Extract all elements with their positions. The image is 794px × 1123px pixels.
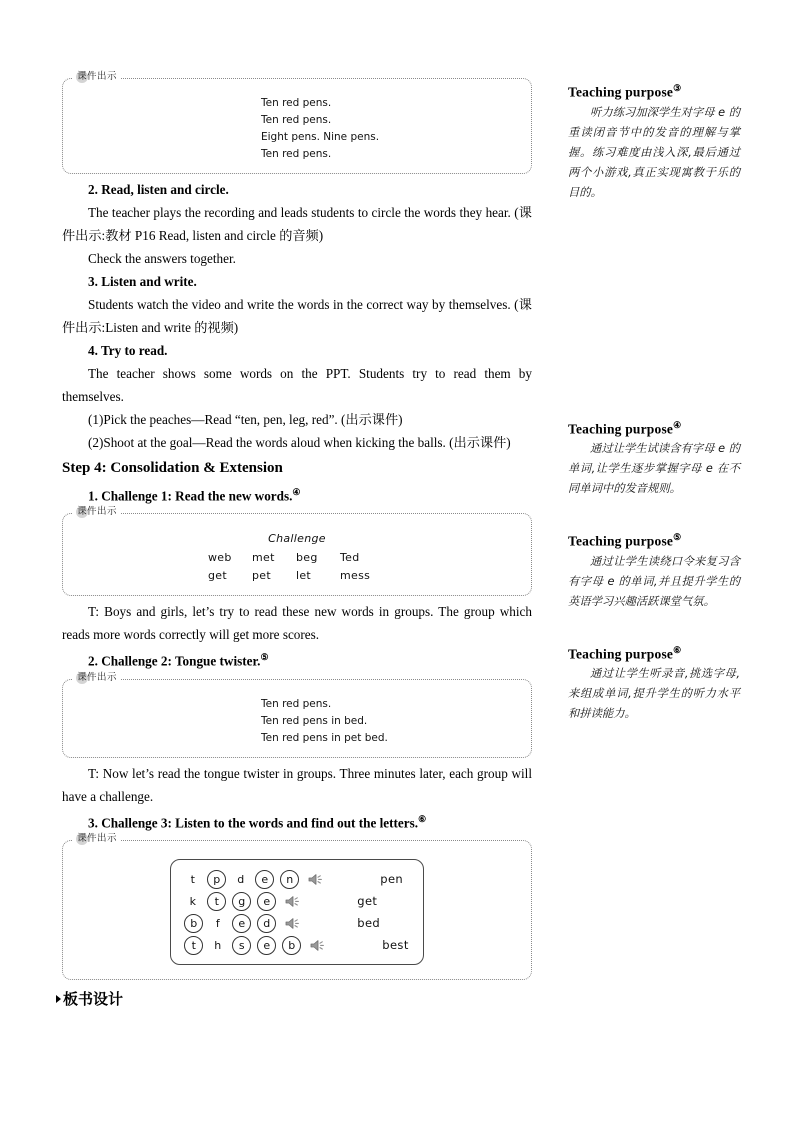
chant-lines: [73, 95, 521, 163]
courseware-badge: 课: [76, 71, 87, 82]
note-title-text: Teaching purpose: [568, 84, 674, 100]
challenge-title: Challenge: [268, 532, 326, 546]
teaching-purpose-note-3: [568, 78, 740, 203]
note-title: [568, 640, 740, 665]
puzzle-letter-circled[interactable]: e: [257, 892, 276, 911]
twister-line: Ten red pens.: [261, 697, 332, 710]
puzzle-letter-circled[interactable]: g: [232, 892, 251, 911]
puzzle-answer-word: get: [357, 894, 378, 909]
note-title: [568, 78, 740, 103]
puzzle-row: [181, 934, 408, 956]
teaching-purpose-note-5: [568, 527, 740, 612]
speaker-icon[interactable]: [302, 873, 328, 886]
courseware-badge: 课: [76, 833, 87, 845]
challenge-word: pet: [252, 569, 271, 583]
courseware-label: [73, 70, 120, 83]
heading-listen-and-write: 3. Listen and write.: [88, 274, 197, 289]
twister-line: Ten red pens in pet bed.: [261, 731, 388, 744]
heading-read-listen-circle: 2. Read, listen and circle.: [88, 182, 229, 197]
footnote-marker-4: ④: [673, 419, 682, 430]
courseware-box-chant: [62, 71, 532, 174]
note-title-text: Teaching purpose: [568, 421, 674, 436]
blackboard-design-heading: [56, 988, 123, 1009]
para-check-answers: Check the answers together.: [88, 251, 236, 266]
para-try-to-read: The teacher shows some words on the PPT. Students try to read them by themselves.: [62, 366, 532, 404]
para-read-listen-circle: The teacher plays the recording and leads students to circle the words they hear. (课件出示:教材 P16 Read, listen and circle 的音频): [62, 205, 532, 243]
challenge-word-row: [73, 549, 521, 567]
courseware-badge: 课: [76, 506, 87, 518]
puzzle-letter-circled[interactable]: s: [232, 936, 251, 955]
speaker-icon[interactable]: [279, 895, 305, 908]
chant-line: Eight pens. Nine pens.: [261, 131, 380, 143]
para-challenge-2: T: Now let’s read the tongue twister in groups. Three minutes later, each group will have a challenge.: [62, 765, 532, 804]
teaching-purpose-note-4: [568, 415, 740, 500]
note-body: 通过让学生听录音,挑选字母,来组成单词,提升学生的听力水平和拼读能力。: [568, 667, 740, 720]
letters-puzzle: [170, 859, 423, 965]
chant-line: Ten red pens.: [261, 114, 332, 126]
puzzle-letter-circled[interactable]: d: [257, 914, 276, 933]
puzzle-row: [181, 868, 408, 890]
note-body: 通过让学生读绕口令来复习含有字母 e 的单词,并且提升学生的英语学习兴趣活跃课堂气氛。: [568, 554, 740, 608]
para-shoot-at-the-goal: (2)Shoot at the goal—Read the words aloud when kicking the balls. (出示课件): [88, 435, 511, 450]
puzzle-letter[interactable]: d: [237, 872, 245, 886]
puzzle-letter-circled[interactable]: t: [184, 936, 203, 955]
twister-line: Ten red pens in bed.: [261, 714, 368, 727]
triangle-bullet-icon: [56, 995, 61, 1003]
courseware-label-text: 件出示: [87, 671, 118, 683]
heading-challenge-1: [62, 481, 532, 507]
note-body: 通过让学生试读含有字母 e 的单词,让学生逐步掌握字母 e 在不同单词中的发音规则。: [568, 442, 740, 495]
note-title-text: Teaching purpose: [568, 533, 674, 549]
puzzle-letter-circled[interactable]: n: [280, 870, 299, 889]
challenge-word: Ted: [340, 551, 360, 565]
note-title: [568, 527, 740, 552]
challenge-word: mess: [340, 569, 371, 583]
sidebar-spacer: [568, 505, 740, 527]
footnote-marker-3: ③: [673, 83, 682, 93]
para-listen-and-write: Students watch the video and write the words in the correct way by themselves. (课件出示:Listen and write 的视频): [62, 297, 532, 335]
courseware-badge: 课: [76, 671, 87, 683]
courseware-label: [73, 505, 120, 518]
challenge-word: web: [208, 551, 232, 565]
puzzle-letter[interactable]: t: [190, 872, 195, 886]
footnote-marker-5: ⑤: [260, 652, 269, 663]
courseware-label-text: 件出示: [87, 71, 118, 82]
note-title: [568, 415, 740, 440]
courseware-label-text: 件出示: [87, 833, 118, 845]
courseware-box-letters-puzzle: [62, 833, 532, 980]
footnote-marker-5: ⑤: [673, 532, 682, 542]
letters-puzzle-wrapper: [73, 857, 521, 967]
courseware-box-challenge-words: [62, 506, 532, 596]
puzzle-row: [181, 890, 408, 912]
challenge-word: get: [208, 569, 227, 583]
sidebar-spacer: [568, 618, 740, 640]
footnote-marker-6: ⑥: [673, 644, 682, 655]
para-pick-the-peaches: (1)Pick the peaches—Read “ten, pen, leg, red”. (出示课件): [88, 412, 403, 427]
speaker-icon[interactable]: [279, 917, 305, 930]
puzzle-letter[interactable]: f: [215, 916, 220, 930]
puzzle-answer-word: pen: [380, 872, 404, 887]
heading-challenge-3: [62, 808, 532, 834]
puzzle-letter-circled[interactable]: b: [184, 914, 203, 933]
footnote-marker-4: ④: [292, 487, 301, 497]
puzzle-letter-circled[interactable]: e: [257, 936, 276, 955]
heading-step-4: Step 4: Consolidation & Extension: [62, 460, 283, 476]
para-challenge-1: T: Boys and girls, let’s try to read these new words in groups. The group which reads more words correctly will get more scores.: [62, 604, 532, 643]
speaker-icon[interactable]: [304, 939, 330, 952]
puzzle-letter-circled[interactable]: t: [207, 892, 226, 911]
tongue-twister-lines: [73, 696, 521, 747]
puzzle-answer-word: best: [382, 938, 409, 953]
puzzle-letter[interactable]: h: [214, 938, 222, 952]
challenge-word-row: [73, 567, 521, 585]
puzzle-row: [181, 912, 408, 934]
challenge-words-block: [73, 530, 521, 585]
sidebar-spacer: [568, 203, 740, 415]
teaching-purpose-note-6: [568, 640, 740, 725]
challenge-1-text: 1. Challenge 1: Read the new words.: [88, 488, 293, 504]
courseware-label-text: 件出示: [87, 506, 118, 518]
puzzle-letter[interactable]: k: [189, 894, 196, 908]
chant-line: Ten red pens.: [261, 97, 332, 109]
puzzle-letter-circled[interactable]: p: [207, 870, 226, 889]
note-title-text: Teaching purpose: [568, 646, 674, 661]
puzzle-letter-circled[interactable]: b: [282, 936, 301, 955]
heading-try-to-read: 4. Try to read.: [88, 343, 168, 358]
challenge-3-text: 3. Challenge 3: Listen to the words and find out the letters.: [88, 815, 419, 831]
note-body: 听力练习加深学生对字母 e 的重读闭音节中的发音的理解与掌握。练习难度由浅入深,最后通过两个小游戏,真正实现寓教于乐的目的。: [568, 105, 740, 199]
challenge-word: met: [252, 551, 275, 565]
chant-line: Ten red pens.: [261, 148, 332, 160]
challenge-2-text: 2. Challenge 2: Tongue twister.: [88, 653, 261, 669]
heading-challenge-2: [62, 646, 532, 672]
puzzle-answer-word: bed: [357, 916, 381, 931]
courseware-label: [73, 832, 120, 845]
puzzle-letter-circled[interactable]: e: [255, 870, 274, 889]
main-content-column: [62, 72, 532, 984]
teaching-purpose-sidebar: [568, 78, 740, 730]
footnote-marker-6: ⑥: [418, 813, 427, 824]
courseware-box-tongue-twister: [62, 671, 532, 758]
challenge-word: let: [296, 569, 312, 583]
courseware-label: [73, 671, 120, 684]
puzzle-letter-circled[interactable]: e: [232, 914, 251, 933]
blackboard-design-text: 板书设计: [63, 990, 124, 1008]
challenge-word: beg: [296, 551, 318, 565]
